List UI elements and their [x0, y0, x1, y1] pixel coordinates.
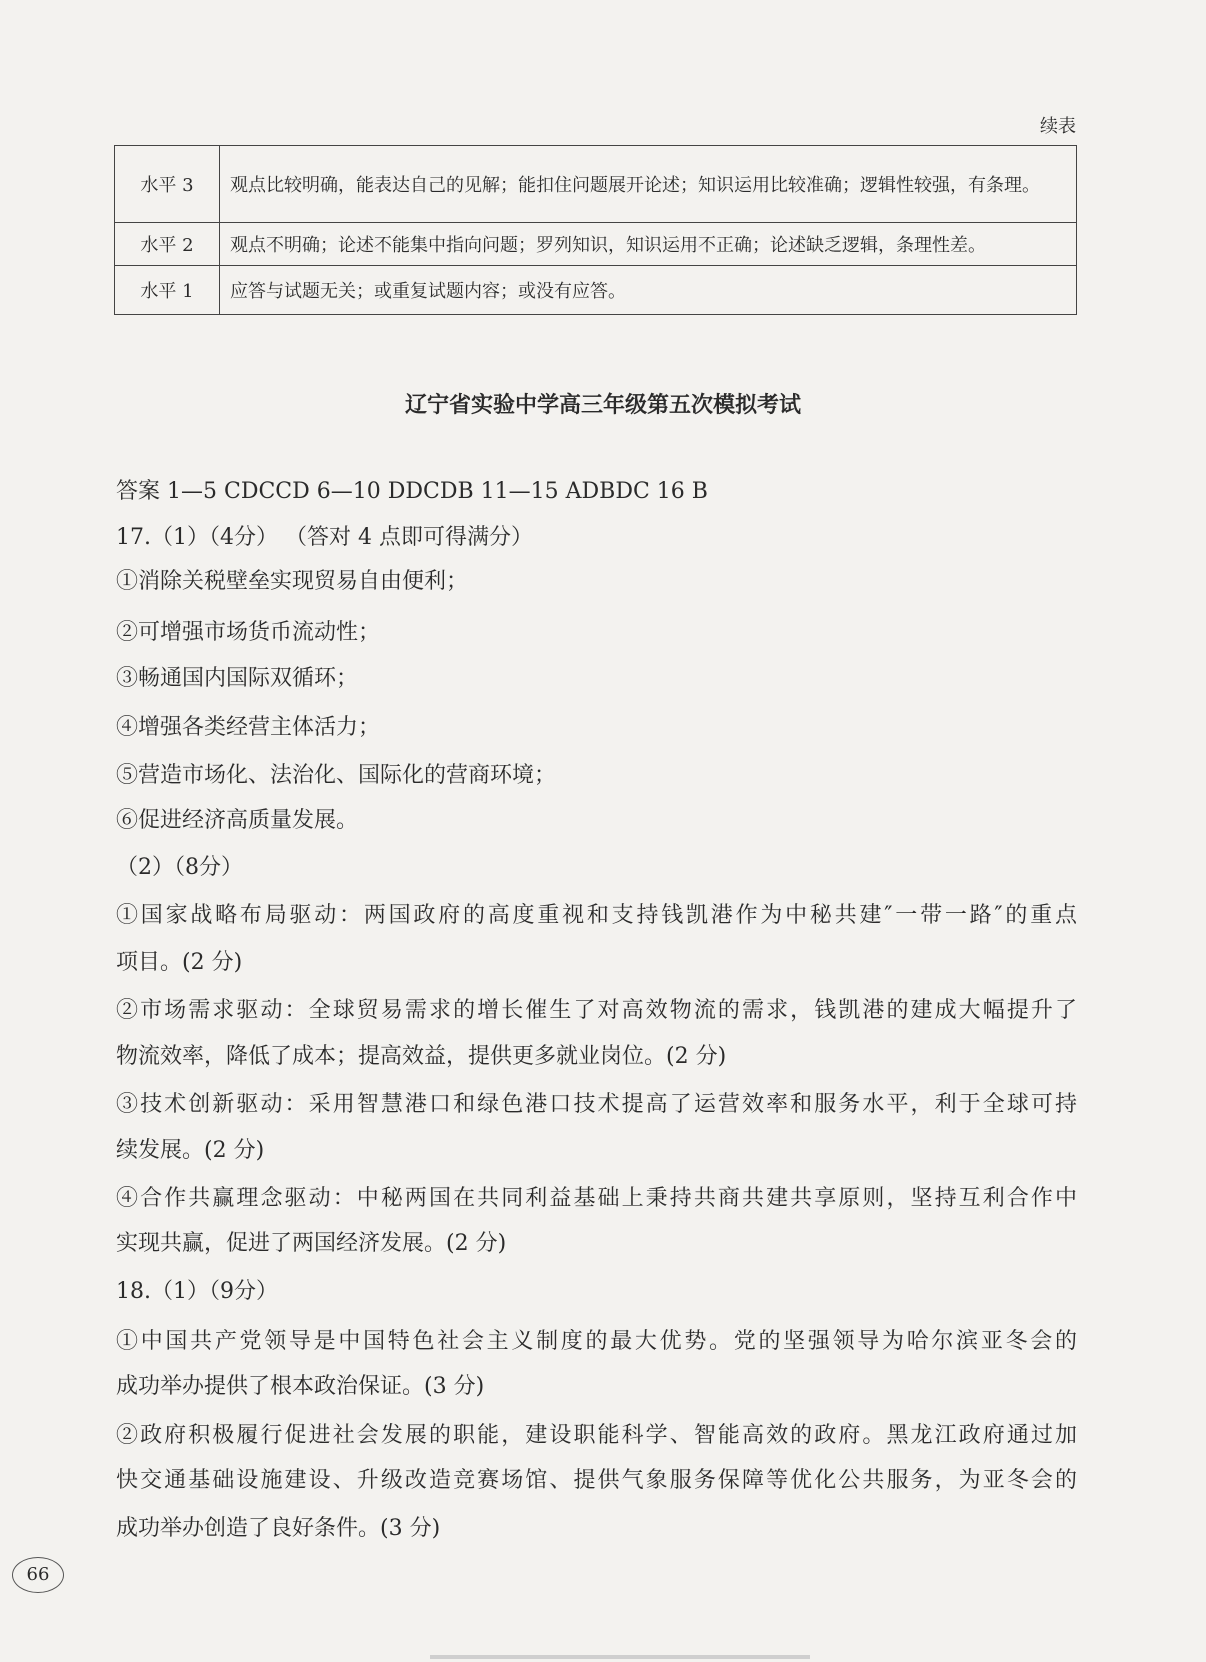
answer-key: 答案 1—5 CDCCD 6—10 DDCDB 11—15 ADBDC 16 B	[116, 479, 708, 504]
q17-part2-line: ①国家战略布局驱动：两国政府的高度重视和支持钱凯港作为中秘共建″一带一路″的重点	[116, 903, 1077, 928]
q17-part2-line: ③技术创新驱动：采用智慧港口和绿色港口技术提高了运营效率和服务水平，利于全球可持	[116, 1092, 1077, 1117]
level-cell: 水平 3	[115, 146, 220, 223]
q17-part2-line: ④合作共赢理念驱动：中秘两国在共同利益基础上秉持共商共建共享原则，坚持互利合作中	[116, 1186, 1077, 1211]
table-row	[115, 266, 1077, 315]
q18-line: ①中国共产党领导是中国特色社会主义制度的最大优势。党的坚强领导为哈尔滨亚冬会的	[116, 1329, 1077, 1354]
table-row	[115, 223, 1077, 266]
q17-part1-heading: 17.（1）（4分） （答对 4 点即可得满分）	[116, 525, 533, 550]
q17-part2-line: 物流效率，降低了成本；提高效益，提供更多就业岗位。(2 分)	[116, 1044, 727, 1069]
q17-part2-heading: （2）（8分）	[116, 855, 243, 880]
q17-part2-line: ②市场需求驱动：全球贸易需求的增长催生了对高效物流的需求，钱凯港的建成大幅提升了	[116, 998, 1077, 1023]
scoring-level-table	[114, 145, 1077, 315]
q18-part1-heading: 18.（1）（9分）	[116, 1279, 278, 1304]
q17-point: ②可增强市场货币流动性；	[116, 620, 381, 645]
description-cell: 应答与试题无关；或重复试题内容；或没有应答。	[220, 266, 1077, 315]
table-row	[115, 146, 1077, 223]
q17-part2-line: 实现共赢，促进了两国经济发展。(2 分)	[116, 1231, 507, 1256]
q18-line: 成功举办提供了根本政治保证。(3 分)	[116, 1374, 485, 1399]
exam-title: 辽宁省实验中学高三年级第五次模拟考试	[404, 392, 801, 418]
q18-line: 快交通基础设施建设、升级改造竞赛场馆、提供气象服务保障等优化公共服务，为亚冬会的	[116, 1468, 1077, 1493]
q17-point: ④增强各类经营主体活力；	[116, 715, 381, 740]
q18-line: ②政府积极履行促进社会发展的职能，建设职能科学、智能高效的政府。黑龙江政府通过加	[116, 1423, 1077, 1448]
q17-part2-line: 项目。(2 分)	[116, 950, 243, 975]
level-cell: 水平 1	[115, 266, 220, 315]
scan-edge-shadow	[430, 1655, 810, 1659]
q17-point: ①消除关税壁垒实现贸易自由便利；	[116, 569, 469, 594]
level-cell: 水平 2	[115, 223, 220, 266]
description-cell: 观点比较明确，能表达自己的见解；能扣住问题展开论述；知识运用比较准确；逻辑性较强，有条理。	[220, 146, 1077, 223]
continued-table-label: 续表	[1040, 116, 1076, 137]
q17-point: ③畅通国内国际双循环；	[116, 666, 359, 691]
q17-point: ⑤营造市场化、法治化、国际化的营商环境；	[116, 763, 557, 788]
q18-line: 成功举办创造了良好条件。(3 分)	[116, 1516, 441, 1541]
q17-part2-line: 续发展。(2 分)	[116, 1138, 265, 1163]
page-number: 66	[12, 1557, 64, 1593]
q17-point: ⑥促进经济高质量发展。	[116, 808, 359, 833]
description-cell: 观点不明确；论述不能集中指向问题；罗列知识，知识运用不正确；论述缺乏逻辑，条理性差。	[220, 223, 1077, 266]
